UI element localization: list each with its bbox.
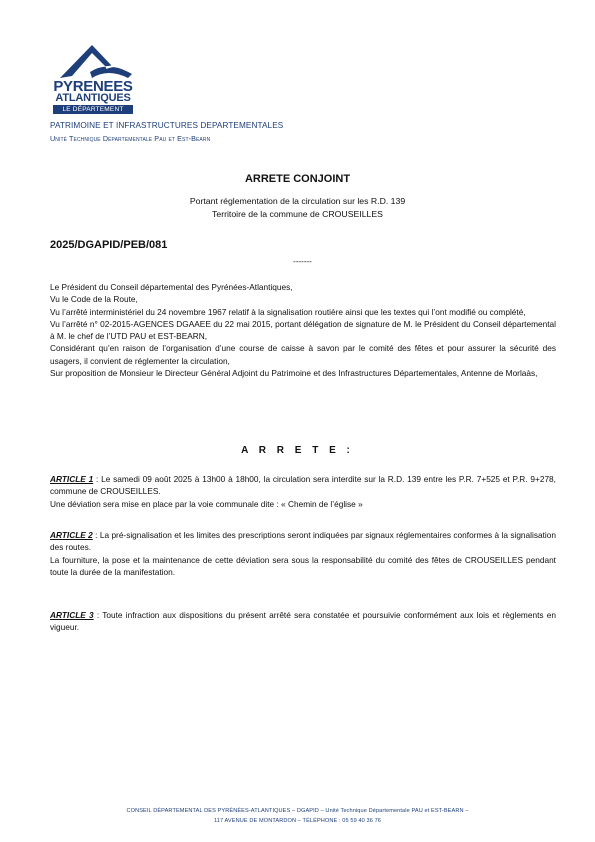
department-name: PATRIMOINE ET INFRASTRUCTURES DEPARTEMENTALES	[50, 121, 284, 130]
article-label: ARTICLE 2	[50, 530, 93, 540]
article-label: ARTICLE 3	[50, 610, 94, 620]
document-subtitle-2: Territoire de la commune de CROUSEILLES	[212, 209, 383, 219]
preamble-line: Vu le Code de la Route,	[50, 294, 138, 305]
article-label: ARTICLE 1	[50, 474, 94, 484]
preamble	[50, 281, 556, 379]
separator: -------	[293, 257, 312, 266]
article-2	[50, 529, 556, 578]
article-3	[50, 609, 556, 634]
article-1	[50, 473, 556, 510]
logo-text-line2: ATLANTIQUES	[55, 92, 131, 104]
document-reference: 2025/DGAPID/PEB/081	[50, 239, 168, 251]
document-subtitle-1: Portant réglementation de la circulation sur les R.D. 139	[189, 196, 406, 206]
preamble-line: Vu l’arrêté n° 02-2015-AGENCES DGAAEE du 22 mai 2015, portant délégation de signature de M. le Président du Conseil départemental à M. le chef de l’UTD PAU et EST-BEARN,	[50, 318, 556, 342]
preamble-line: Sur proposition de Monsieur le Directeur Général Adjoint du Patrimoine et des Infrastructures Départementales, Antenne de Morlaàs,	[50, 368, 538, 379]
mountain-logo-icon	[50, 42, 136, 82]
unit-name: Unité Technique Départementale Pau et Est-Bearn	[50, 134, 211, 143]
logo-text-line1: PYRENEES	[53, 78, 133, 95]
article-text: : Le samedi 09 août 2025 à 13h00 à 18h00, la circulation sera interdite sur la R.D. 139 entre les P.R. 7+525 et P.R. 9+278, commune de CROUSEILLES.	[50, 474, 556, 497]
footer-line-1: CONSEIL DÉPARTEMENTAL DES PYRÉNÉES-ATLANTIQUES – DGAPID – Unité Technique Départementale PAU et EST-BEARN –	[126, 808, 469, 814]
arrete-heading: A R R E T E :	[241, 445, 354, 456]
article-text: : Toute infraction aux dispositions du présent arrêté sera constatée et poursuivie conformément aux lois et règlements en vigueur.	[50, 610, 556, 633]
preamble-line: Le Président du Conseil départemental des Pyrénées-Atlantiques,	[50, 282, 293, 292]
document-title: ARRETE CONJOINT	[244, 173, 351, 185]
article-text: : La pré-signalisation et les limites des prescriptions seront indiquées par signaux réglementaires conformes à la signalisation des routes.	[50, 530, 556, 553]
preamble-line: Considérant qu’en raison de l’organisation d’une course de caisse à savon par le comité des fêtes et pour assurer la sécurité des usagers, il convient de réglementer la circulation,	[50, 343, 556, 366]
department-logo	[50, 42, 136, 118]
article-text: La fourniture, la pose et la maintenance de cette déviation sera sous la responsabilité du comité des fêtes de CROUSEILLES pendant toute la durée de la manifestation.	[50, 554, 556, 577]
footer-line-2: 117 AVENUE DE MONTARDON – TÉLÉPHONE : 05 59 40 36 76	[213, 818, 382, 824]
logo-band: LE DÉPARTEMENT	[53, 105, 133, 114]
preamble-line: Vu l’arrêté interministériel du 24 novembre 1967 relatif à la signalisation routière ainsi que les textes qui l’ont modifié ou complété,	[50, 306, 526, 317]
article-text: Une déviation sera mise en place par la voie communale dite : « Chemin de l’église »	[50, 498, 363, 509]
